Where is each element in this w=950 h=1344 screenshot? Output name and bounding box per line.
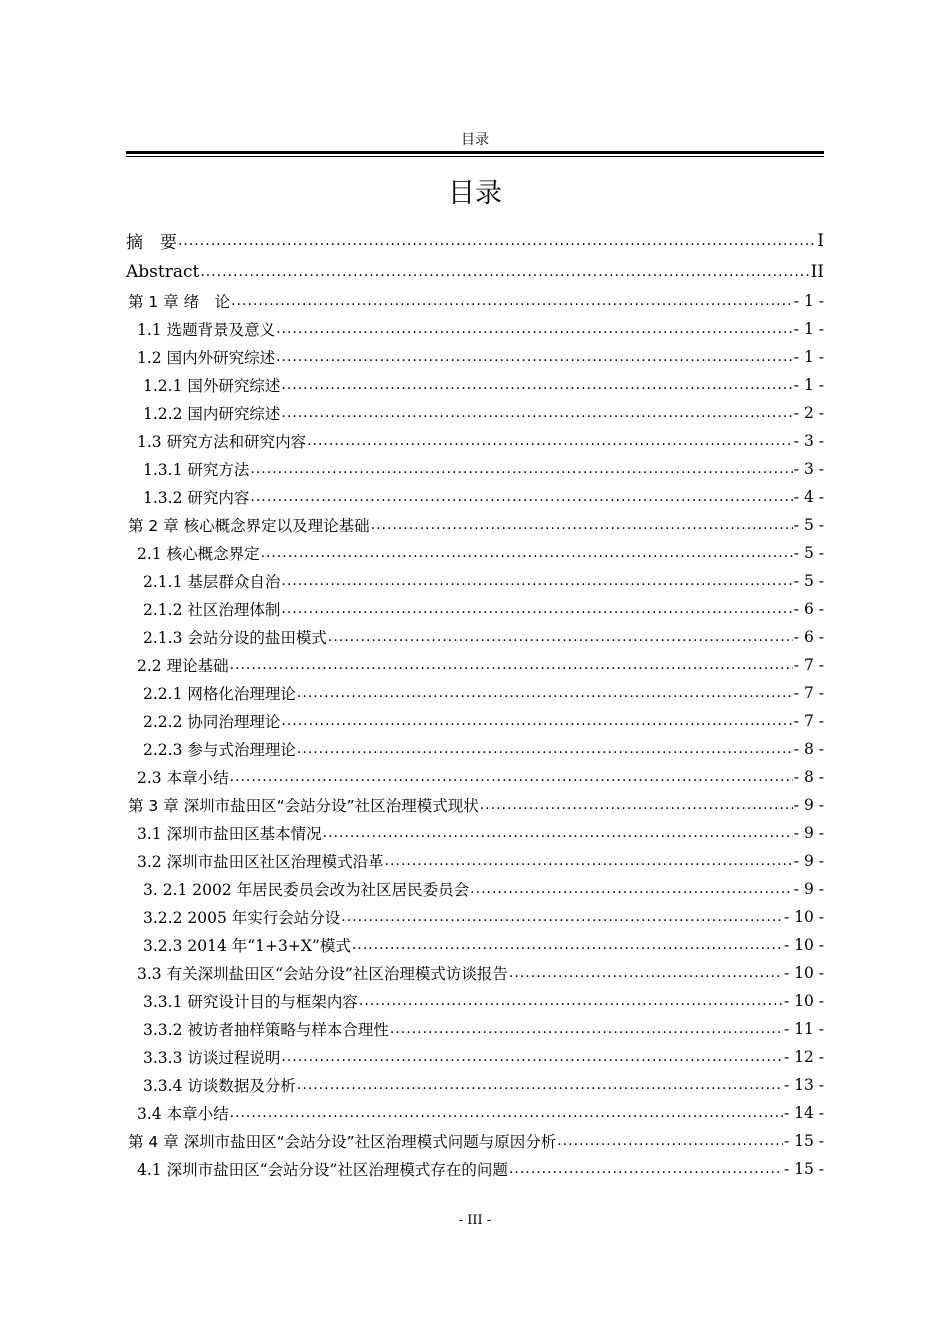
toc-entry-page: - 9 - [793, 824, 824, 842]
toc-entry-page: - 1 - [793, 292, 824, 310]
toc-entry-page: - 9 - [793, 852, 824, 870]
toc-entry-page: - 7 - [793, 656, 824, 674]
toc-entry-label: 3. 2.1 2002 年居民委员会改为社区居民委员会 [143, 881, 470, 899]
toc-entry-page: - 10 - [783, 964, 824, 982]
toc-leader-dots [359, 993, 783, 1009]
toc-entry-label: 1.1 选题背景及意义 [137, 321, 276, 339]
toc-entry-label: 3.2 深圳市盐田区社区治理模式沿革 [137, 853, 384, 871]
toc-entry-page: - 7 - [793, 712, 824, 730]
header-rule-thin [126, 156, 824, 157]
toc-entry[interactable] [126, 427, 824, 455]
toc-entry-page: - 8 - [793, 768, 824, 786]
toc-entry[interactable] [126, 1155, 824, 1183]
toc-entry-page: - 7 - [793, 684, 824, 702]
toc-entry[interactable] [126, 371, 824, 399]
toc-entry[interactable] [126, 735, 824, 763]
toc-entry-page: - 10 - [783, 936, 824, 954]
toc-entry-page: - 4 - [793, 488, 824, 506]
toc-entry-label: 3.3.4 访谈数据及分析 [143, 1077, 296, 1095]
toc-entry-page: - 9 - [793, 880, 824, 898]
toc-entry[interactable] [126, 343, 824, 371]
toc-entry[interactable] [126, 707, 824, 735]
toc-entry-page: - 3 - [793, 460, 824, 478]
toc-leader-dots [281, 1049, 783, 1065]
toc-entry[interactable] [126, 791, 824, 819]
page-number: - III - [458, 1213, 492, 1228]
toc-entry[interactable] [126, 483, 824, 511]
toc-leader-dots [390, 1021, 783, 1037]
toc-entry-label: 2.1.2 社区治理体制 [143, 601, 281, 619]
toc-entry[interactable] [126, 315, 824, 343]
toc-entry-label: 第 4 章 深圳市盐田区“会站分设”社区治理模式问题与原因分析 [128, 1133, 557, 1151]
toc-entry-label: 4.1 深圳市盐田区“会站分设”社区治理模式存在的问题 [137, 1161, 508, 1179]
toc-entry-label: 3.4 本章小结 [137, 1105, 229, 1123]
toc-entry-label: 3.3.3 访谈过程说明 [143, 1049, 281, 1067]
toc-entry[interactable] [126, 511, 824, 539]
toc-entry-page: - 15 - [783, 1132, 824, 1150]
toc-entry[interactable] [126, 256, 824, 287]
toc-entry[interactable] [126, 903, 824, 931]
toc-entry[interactable] [126, 623, 824, 651]
toc-entry-page: - 2 - [793, 404, 824, 422]
toc-leader-dots [281, 405, 792, 421]
toc-entry-page: - 1 - [793, 376, 824, 394]
toc-title: 目录 [448, 178, 502, 209]
toc-leader-dots [328, 629, 793, 645]
toc-entry[interactable] [126, 1043, 824, 1071]
toc-entry-page: - 14 - [783, 1104, 824, 1122]
toc-leader-dots [352, 937, 783, 953]
toc-entry[interactable] [126, 595, 824, 623]
toc-leader-dots [276, 321, 793, 337]
toc-leader-dots [230, 657, 793, 673]
toc-leader-dots [470, 881, 793, 897]
toc-leader-dots [281, 601, 792, 617]
toc-entry[interactable] [126, 763, 824, 791]
toc-entry[interactable] [126, 987, 824, 1015]
toc-entry[interactable] [126, 1099, 824, 1127]
toc-leader-dots [480, 797, 793, 813]
toc-leader-dots [297, 741, 793, 757]
toc-leader-dots [281, 573, 792, 589]
toc-entry-page: - 8 - [793, 740, 824, 758]
toc-entry-label: 3.3.2 被访者抽样策略与样本合理性 [143, 1021, 389, 1039]
running-header: 目录 [461, 132, 489, 148]
toc-entry[interactable] [126, 539, 824, 567]
toc-leader-dots [200, 264, 809, 280]
toc-entry-page: - 5 - [793, 516, 824, 534]
toc-leader-dots [230, 769, 793, 785]
toc-leader-dots [509, 1161, 783, 1177]
toc-entry[interactable] [126, 651, 824, 679]
toc-entry-label: 3.2.3 2014 年“1+3+X”模式 [143, 937, 351, 955]
toc-entry[interactable] [126, 567, 824, 595]
toc-entry[interactable] [126, 399, 824, 427]
toc-entry[interactable] [126, 225, 824, 256]
toc-leader-dots [297, 1077, 783, 1093]
toc-leader-dots [250, 489, 792, 505]
toc-entry-page: - 11 - [783, 1020, 824, 1038]
toc-entry-page: - 15 - [783, 1160, 824, 1178]
toc-entry[interactable] [126, 931, 824, 959]
toc-entry-page: - 1 - [793, 348, 824, 366]
toc-entry-page: - 6 - [793, 628, 824, 646]
toc-leader-dots [509, 965, 783, 981]
toc-entry-label: 2.2 理论基础 [137, 657, 229, 675]
table-of-contents [126, 225, 824, 1183]
toc-entry-label: 2.1.3 会站分设的盐田模式 [143, 629, 327, 647]
toc-entry[interactable] [126, 455, 824, 483]
toc-leader-dots [276, 349, 793, 365]
toc-entry-label: 2.1.1 基层群众自治 [143, 573, 281, 591]
toc-leader-dots [385, 853, 793, 869]
toc-entry[interactable] [126, 1015, 824, 1043]
toc-entry-label: 2.2.2 协同治理理论 [143, 713, 281, 731]
toc-entry[interactable] [126, 847, 824, 875]
toc-entry-page: - 5 - [793, 544, 824, 562]
toc-entry-label: 第 2 章 核心概念界定以及理论基础 [128, 517, 370, 535]
toc-entry-label: Abstract [126, 261, 200, 282]
toc-entry-label: 2.1 核心概念界定 [137, 545, 260, 563]
toc-entry-label: 3.2.2 2005 年实行会站分设 [143, 909, 341, 927]
toc-entry-label: 2.2.1 网格化治理理论 [143, 685, 296, 703]
toc-leader-dots [371, 517, 793, 533]
toc-entry-page: - 10 - [783, 992, 824, 1010]
toc-leader-dots [231, 293, 793, 309]
toc-entry[interactable] [126, 875, 824, 903]
toc-entry[interactable] [126, 1127, 824, 1155]
toc-leader-dots [178, 233, 816, 249]
toc-leader-dots [557, 1133, 783, 1149]
toc-entry-label: 摘 要 [126, 233, 177, 253]
toc-entry-label: 1.2.1 国外研究综述 [143, 377, 281, 395]
toc-entry-label: 1.3.1 研究方法 [143, 461, 250, 479]
toc-entry-label: 第 3 章 深圳市盐田区“会站分设”社区治理模式现状 [128, 797, 479, 815]
toc-entry-page: - 10 - [783, 908, 824, 926]
toc-leader-dots [261, 545, 793, 561]
toc-leader-dots [281, 713, 792, 729]
toc-entry-page: - 12 - [783, 1048, 824, 1066]
toc-entry-label: 1.2 国内外研究综述 [137, 349, 276, 367]
toc-entry-label: 第 1 章 绪 论 [128, 293, 231, 311]
toc-entry-label: 2.2.3 参与式治理理论 [143, 741, 296, 759]
toc-entry-page: - 3 - [793, 432, 824, 450]
toc-leader-dots [230, 1105, 783, 1121]
toc-entry-label: 3.3 有关深圳盐田区“会站分设”社区治理模式访谈报告 [137, 965, 508, 983]
toc-entry-label: 1.3 研究方法和研究内容 [137, 433, 307, 451]
toc-entry-page: - 1 - [793, 320, 824, 338]
toc-entry-label: 3.1 深圳市盐田区基本情况 [137, 825, 322, 843]
toc-leader-dots [297, 685, 793, 701]
toc-entry-label: 3.3.1 研究设计目的与框架内容 [143, 993, 358, 1011]
toc-entry-page: I [817, 230, 824, 251]
toc-entry[interactable] [126, 287, 824, 315]
toc-entry[interactable] [126, 679, 824, 707]
toc-entry[interactable] [126, 1071, 824, 1099]
toc-entry-page: - 13 - [783, 1076, 824, 1094]
toc-leader-dots [250, 461, 792, 477]
toc-entry-page: - 6 - [793, 600, 824, 618]
toc-entry-page: - 9 - [793, 796, 824, 814]
toc-entry-label: 1.3.2 研究内容 [143, 489, 250, 507]
toc-leader-dots [307, 433, 793, 449]
toc-entry-page: - 5 - [793, 572, 824, 590]
toc-leader-dots [341, 909, 783, 925]
toc-entry[interactable] [126, 819, 824, 847]
toc-entry-label: 1.2.2 国内研究综述 [143, 405, 281, 423]
toc-leader-dots [281, 377, 792, 393]
toc-leader-dots [323, 825, 793, 841]
header-rule-thick [126, 151, 824, 154]
toc-entry-page: II [810, 261, 824, 282]
toc-entry[interactable] [126, 959, 824, 987]
toc-entry-label: 2.3 本章小结 [137, 769, 229, 787]
